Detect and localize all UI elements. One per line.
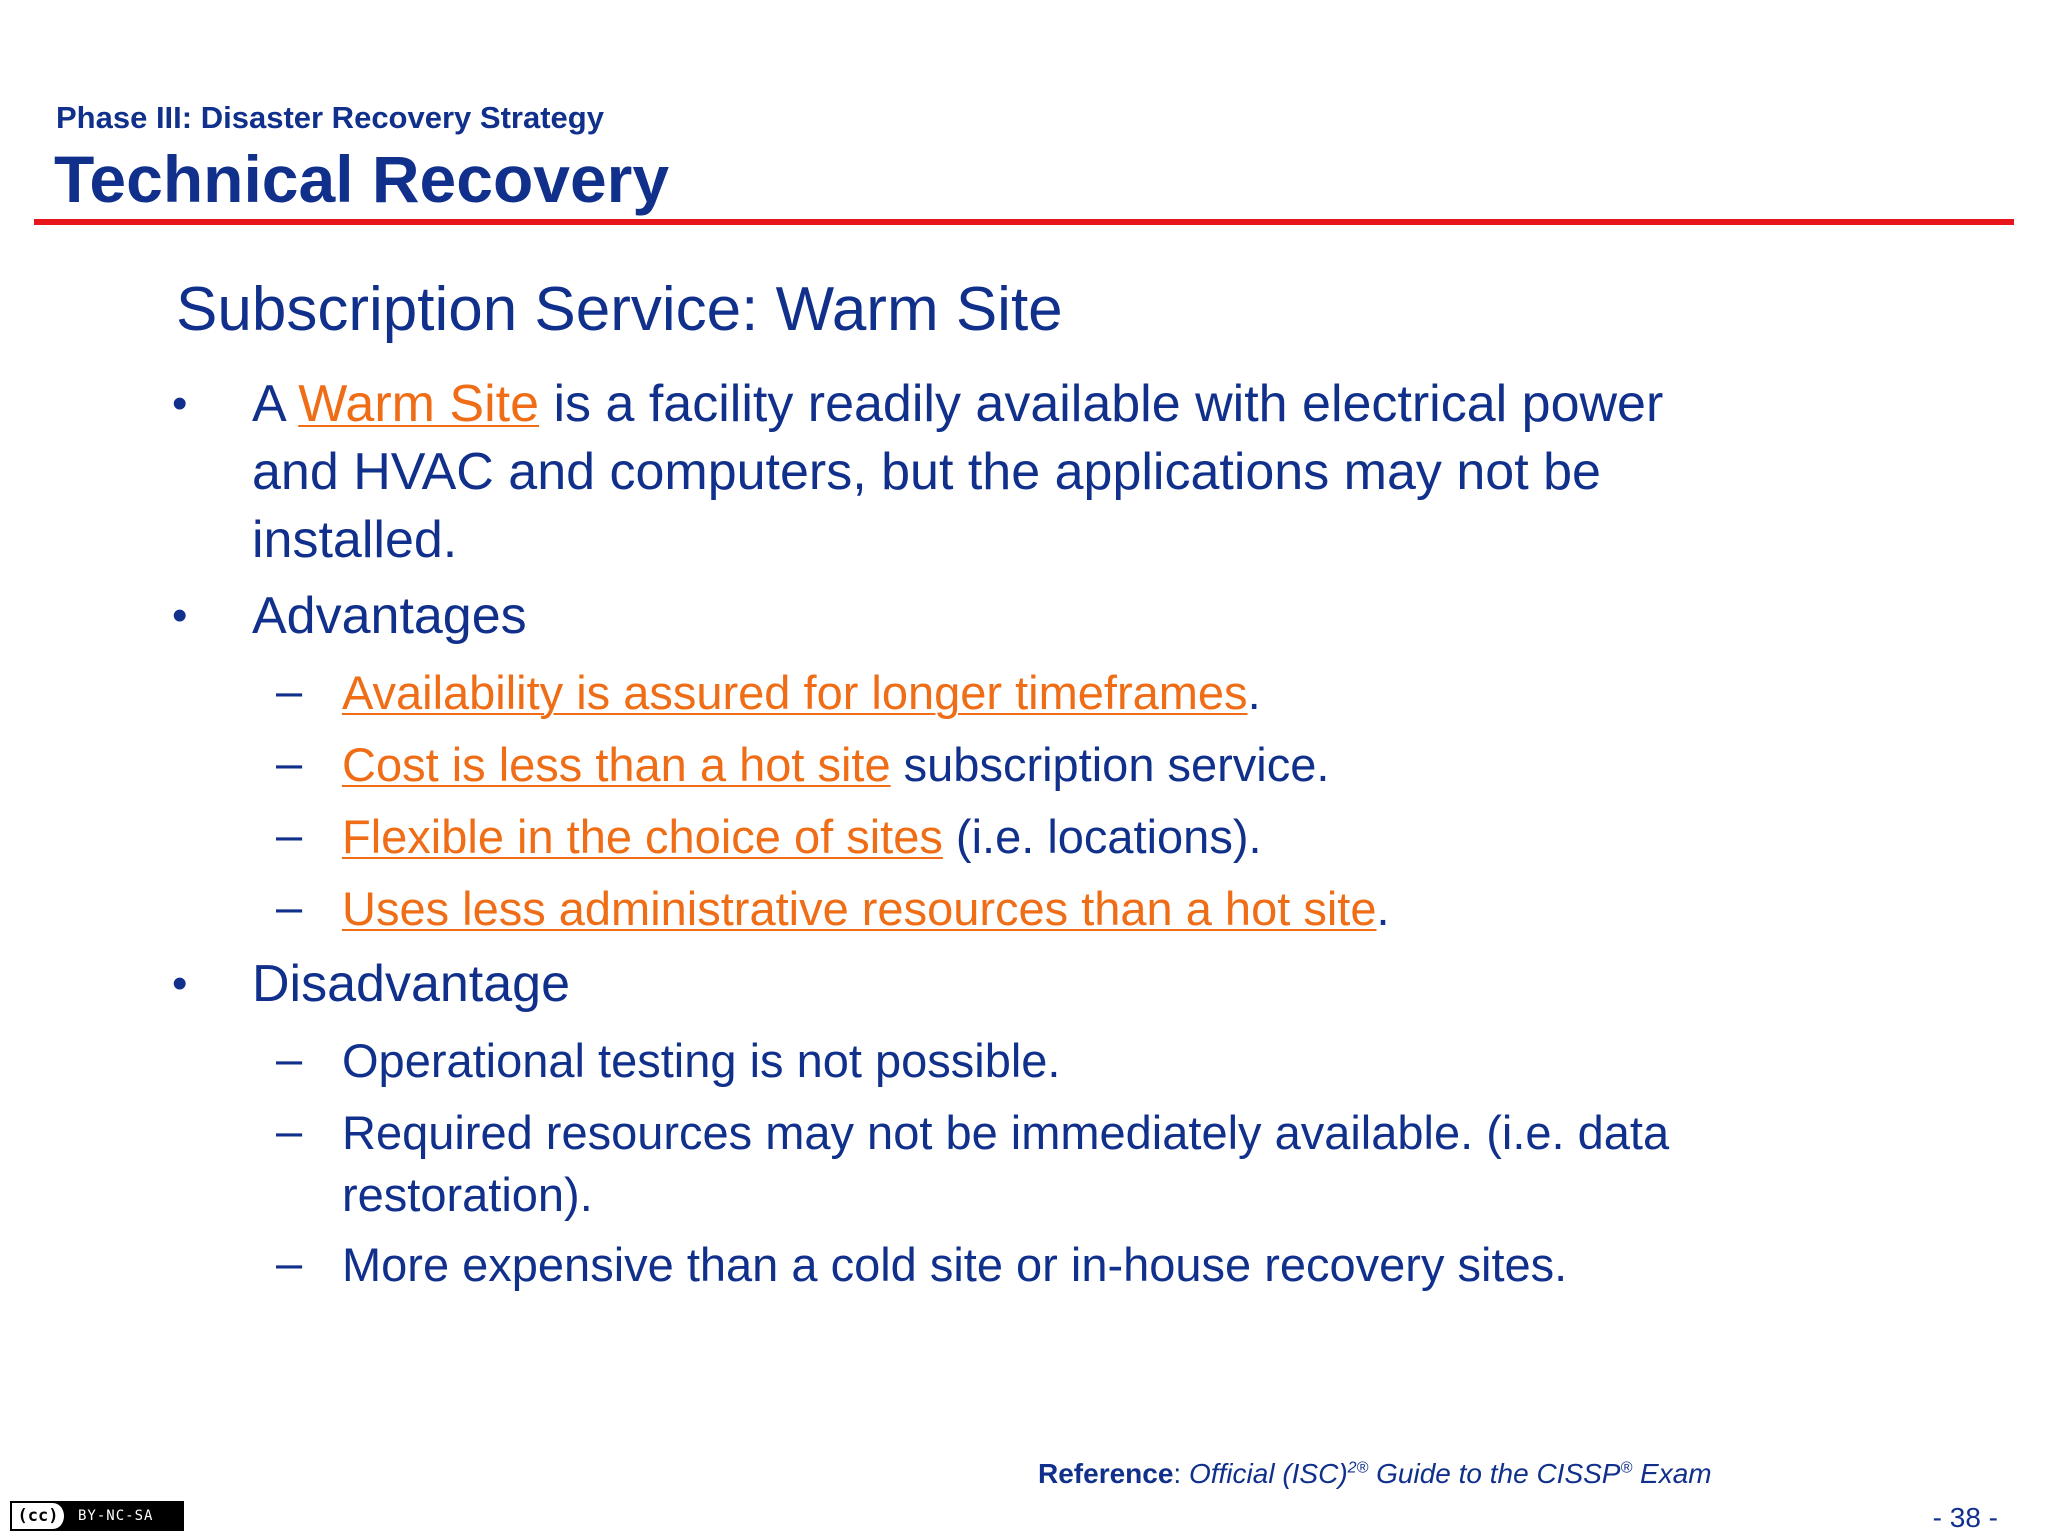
bullet-text-line2: and HVAC and computers, but the applications may not be bbox=[252, 443, 1601, 501]
reference-title-part: Guide to the CISSP bbox=[1368, 1458, 1621, 1489]
disadvantage-text-line1: Required resources may not be immediately available. (i.e. data bbox=[342, 1106, 1670, 1159]
reference-superscript: 2® bbox=[1347, 1459, 1369, 1477]
bullet-advantages bbox=[172, 582, 1872, 650]
advantage-rest: . bbox=[1376, 882, 1390, 935]
advantage-highlight: Flexible in the choice of sites bbox=[342, 810, 943, 863]
dash-icon: – bbox=[276, 1236, 303, 1289]
disadvantage-text: More expensive than a cold site or in-house recovery sites. bbox=[342, 1238, 1568, 1291]
dash-icon: – bbox=[276, 1032, 303, 1085]
bullet-dot-icon: • bbox=[172, 591, 188, 640]
reference-title-part: Official (ISC) bbox=[1188, 1458, 1348, 1489]
bullet-dot-icon: • bbox=[172, 959, 188, 1008]
disadvantage-text: Operational testing is not possible. bbox=[342, 1034, 1061, 1087]
slide-title: Technical Recovery bbox=[54, 142, 670, 216]
disadvantage-item bbox=[276, 1234, 1862, 1296]
slide-subtitle: Subscription Service: Warm Site bbox=[176, 275, 1063, 344]
bullet-text-line1: is a facility readily available with electrical power bbox=[539, 375, 1664, 433]
phase-label: Phase III: Disaster Recovery Strategy bbox=[56, 100, 604, 135]
disadvantage-item bbox=[276, 1030, 1862, 1092]
bullet-text-line3: installed. bbox=[252, 511, 458, 569]
page-number: - 38 - bbox=[1932, 1502, 1998, 1533]
advantage-rest: . bbox=[1247, 666, 1261, 719]
advantage-rest: subscription service. bbox=[890, 738, 1330, 791]
reference-label: Reference bbox=[1038, 1458, 1174, 1489]
disadvantage-label: Disadvantage bbox=[252, 955, 570, 1013]
reference-separator: : bbox=[1173, 1458, 1189, 1489]
dash-icon: – bbox=[276, 808, 303, 861]
cc-license-badge bbox=[10, 1501, 184, 1531]
reference-title bbox=[1189, 1458, 1712, 1489]
disadvantage-text-line2: restoration). bbox=[342, 1168, 593, 1221]
license-terms: BY-NC-SA bbox=[78, 1508, 154, 1524]
reference-superscript: ® bbox=[1620, 1459, 1633, 1477]
dash-icon: – bbox=[276, 880, 303, 933]
advantage-highlight: Uses less administrative resources than a hot site bbox=[342, 882, 1377, 935]
bullet-warm-site-definition bbox=[172, 370, 1872, 574]
bullet-dot-icon: • bbox=[172, 379, 188, 428]
advantages-label: Advantages bbox=[252, 587, 527, 645]
advantage-item bbox=[276, 662, 1862, 724]
advantage-item bbox=[276, 806, 1862, 868]
advantage-rest: (i.e. locations). bbox=[942, 810, 1262, 863]
advantage-highlight: Cost is less than a hot site bbox=[342, 738, 891, 791]
reference-citation bbox=[1038, 1458, 1712, 1490]
cc-icon: (cc) bbox=[12, 1503, 66, 1529]
advantage-highlight: Availability is assured for longer timeframes bbox=[342, 666, 1248, 719]
advantage-item bbox=[276, 734, 1862, 796]
bullet-text-prefix: A bbox=[252, 375, 299, 433]
dash-icon: – bbox=[276, 736, 303, 789]
warm-site-term: Warm Site bbox=[298, 375, 540, 433]
reference-title-part: Exam bbox=[1632, 1458, 1712, 1489]
dash-icon: – bbox=[276, 664, 303, 717]
dash-icon: – bbox=[276, 1104, 303, 1157]
advantage-item bbox=[276, 878, 1862, 940]
bullet-disadvantage bbox=[172, 950, 1872, 1018]
disadvantage-item bbox=[276, 1102, 1862, 1226]
title-divider bbox=[34, 219, 2014, 225]
